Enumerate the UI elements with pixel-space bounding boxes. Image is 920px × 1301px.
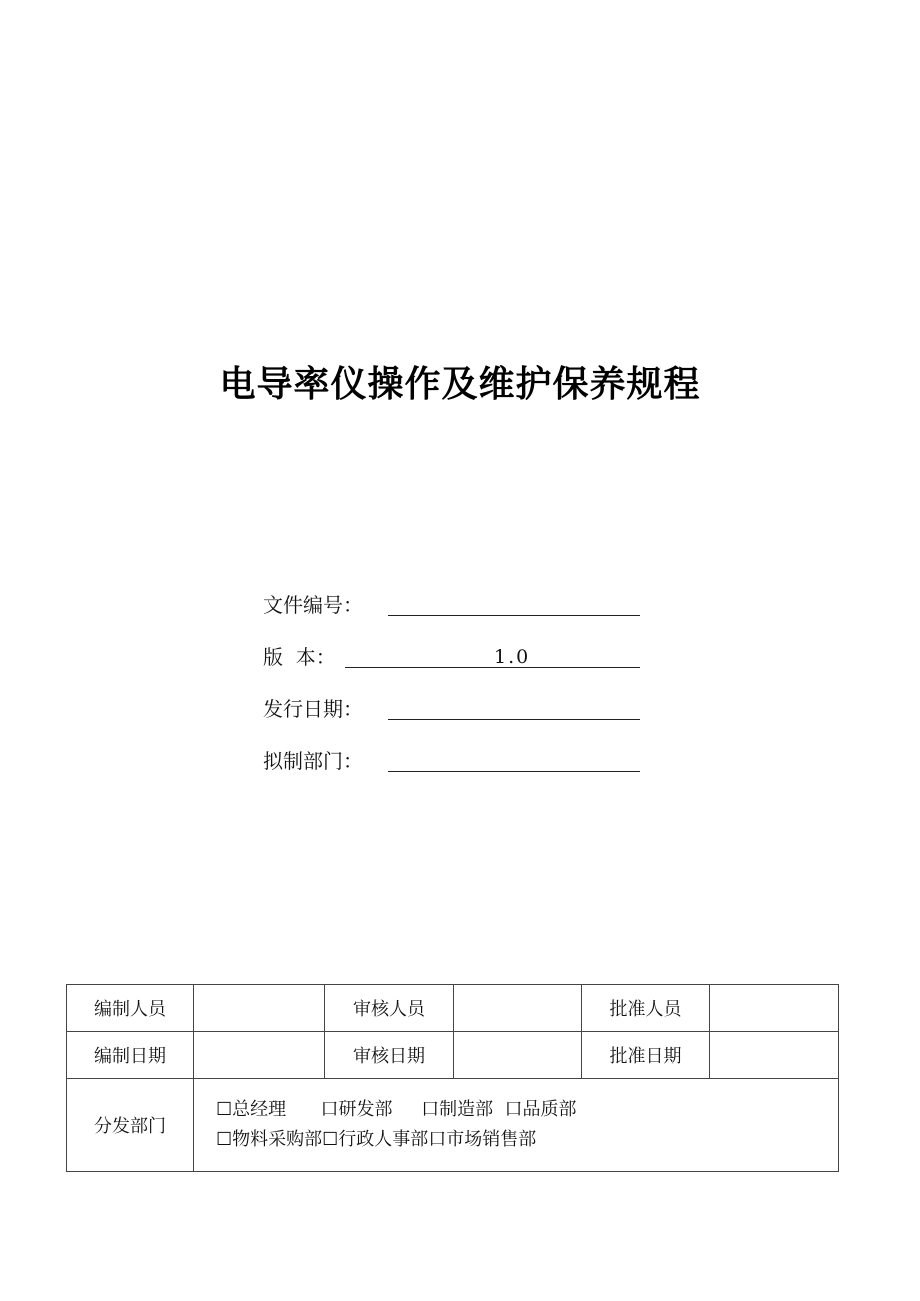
- distribution-label: 分发部门: [67, 1079, 194, 1172]
- issue-date-blank: [388, 719, 640, 720]
- compile-date-cell: [194, 1032, 325, 1079]
- reviewer-label: 审核人员: [325, 985, 454, 1032]
- approval-table: [66, 984, 839, 1172]
- reviewer-cell: [454, 985, 582, 1032]
- compiler-label: 编制人员: [67, 985, 194, 1032]
- file-number-label: 文件编号：: [263, 593, 363, 617]
- review-date-cell: [454, 1032, 582, 1079]
- version-row: [263, 642, 683, 694]
- distribution-cell: [194, 1079, 839, 1172]
- issue-date-label: 发行日期：: [263, 697, 363, 721]
- table-row: [67, 985, 839, 1032]
- approve-date-label: 批准日期: [582, 1032, 710, 1079]
- compile-date-label: 编制日期: [67, 1032, 194, 1079]
- table-row: [67, 1079, 839, 1172]
- approver-label: 批准人员: [582, 985, 710, 1032]
- version-blank: [345, 667, 640, 668]
- distribution-line-2: ☐物料采购部☐行政人事部口市场销售部: [216, 1129, 537, 1150]
- table-row: [67, 1032, 839, 1079]
- issue-date-row: [263, 694, 683, 746]
- approver-cell: [710, 985, 839, 1032]
- document-meta: [263, 590, 683, 798]
- file-number-blank: [388, 615, 640, 616]
- drafting-dept-row: [263, 746, 683, 798]
- version-label: 版 本：: [263, 645, 336, 669]
- drafting-dept-label: 拟制部门：: [263, 749, 363, 773]
- version-value: 1.0: [494, 646, 531, 668]
- compiler-cell: [194, 985, 325, 1032]
- review-date-label: 审核日期: [325, 1032, 454, 1079]
- approve-date-cell: [710, 1032, 839, 1079]
- distribution-line-1: ☐总经理 口研发部 口制造部 口品质部: [216, 1099, 577, 1120]
- file-number-row: [263, 590, 683, 642]
- drafting-dept-blank: [388, 771, 640, 772]
- document-title: 电导率仪操作及维护保养规程: [219, 364, 701, 405]
